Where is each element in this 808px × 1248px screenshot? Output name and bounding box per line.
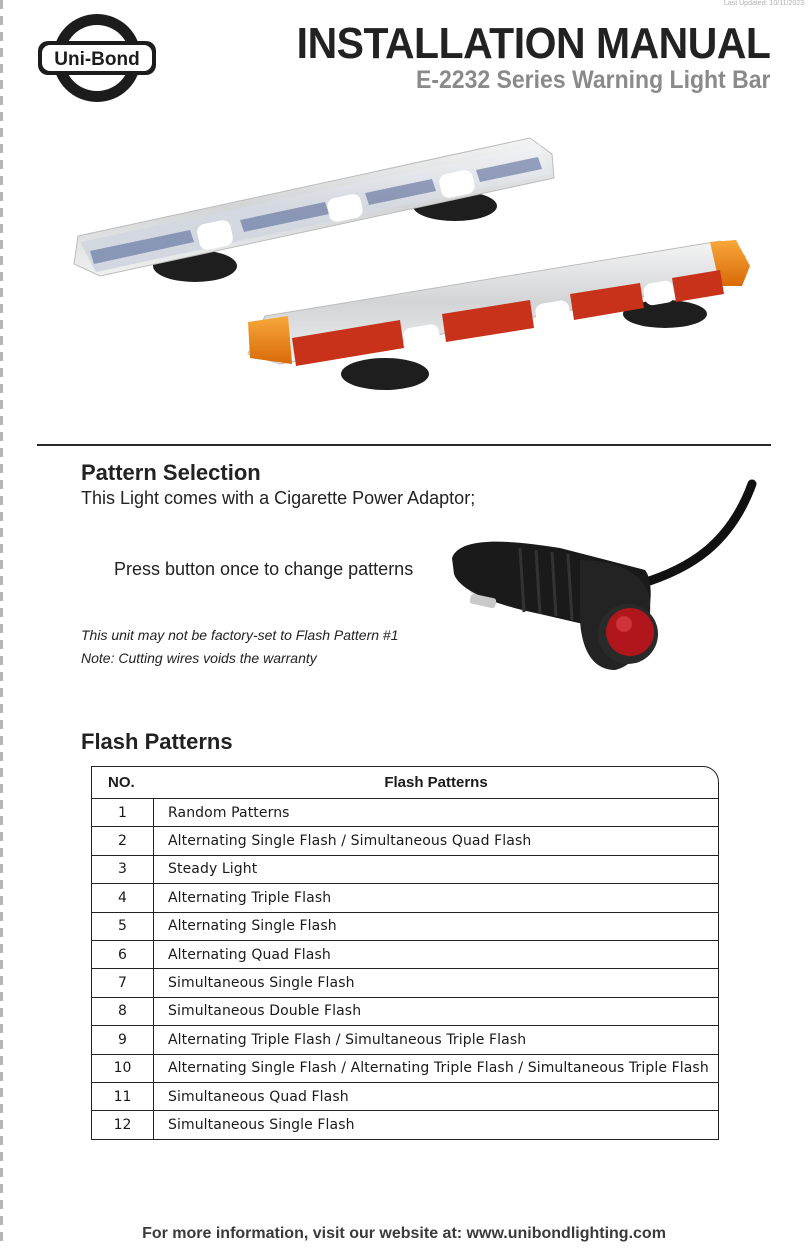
table-row [92,856,718,884]
pattern-name: Simultaneous Single Flash [168,975,355,992]
clear-light-bar [74,138,554,282]
column-header-no: NO. [108,774,135,791]
pattern-name: Alternating Triple Flash [168,889,332,906]
pattern-number: 9 [92,1026,154,1053]
pattern-name: Simultaneous Quad Flash [168,1088,349,1105]
pattern-number: 7 [92,969,154,996]
table-row [92,884,718,912]
pattern-number: 11 [92,1083,154,1110]
table-row [92,941,718,969]
table-row [92,1055,718,1083]
page-subtitle: E-2232 Series Warning Light Bar [415,66,770,94]
pattern-number: 12 [92,1111,154,1138]
warranty-note: Note: Cutting wires voids the warranty [81,650,317,666]
page-title: INSTALLATION MANUAL [296,19,770,68]
pattern-number: 3 [92,856,154,883]
amber-light-bar [248,240,750,390]
binder-edge [0,0,3,1248]
table-row [92,1111,718,1139]
pattern-name: Simultaneous Single Flash [168,1116,355,1133]
uni-bond-logo [36,12,158,104]
pattern-name: Alternating Single Flash / Alternating Triple Flash / Simultaneous Triple Flash [168,1060,709,1077]
pattern-name: Alternating Single Flash / Simultaneous Quad Flash [168,833,532,850]
pattern-number: 6 [92,941,154,968]
cigarette-adaptor-photo [440,474,770,694]
table-row [92,913,718,941]
footer-website: For more information, visit our website at: www.unibondlighting.com [142,1225,666,1242]
pattern-name: Alternating Single Flash [168,918,337,935]
pattern-name: Steady Light [168,861,258,878]
flash-patterns-heading: Flash Patterns [81,729,233,754]
table-row [92,1083,718,1111]
title-block [261,19,770,94]
table-row [92,969,718,997]
table-header [91,766,719,799]
table-row [92,827,718,855]
table-body [91,799,719,1140]
table-row [92,799,718,827]
pattern-number: 4 [92,884,154,911]
pattern-name: Simultaneous Double Flash [168,1003,362,1020]
pattern-selection-heading: Pattern Selection [81,460,261,485]
pattern-name: Alternating Quad Flash [168,946,331,963]
column-header-patterns: Flash Patterns [384,774,488,791]
flash-patterns-table [91,766,719,1140]
pattern-number: 1 [92,799,154,826]
svg-text:Uni-Bond: Uni-Bond [54,49,140,70]
table-row [92,1026,718,1054]
pattern-name: Alternating Triple Flash / Simultaneous Triple Flash [168,1031,527,1048]
pattern-number: 5 [92,913,154,940]
table-row [92,998,718,1026]
pattern-number: 8 [92,998,154,1025]
pattern-number: 10 [92,1055,154,1082]
press-instruction: Press button once to change patterns [114,559,414,579]
adaptor-description: This Light comes with a Cigarette Power Adaptor; [81,488,476,508]
factory-set-note: This unit may not be factory-set to Flash Pattern #1 [81,627,399,643]
light-bars-photo [60,126,760,396]
section-divider [37,444,771,446]
pattern-number: 2 [92,827,154,854]
last-updated: Last Updated: 10/11/2023 [723,0,804,7]
pattern-name: Random Patterns [168,804,290,821]
